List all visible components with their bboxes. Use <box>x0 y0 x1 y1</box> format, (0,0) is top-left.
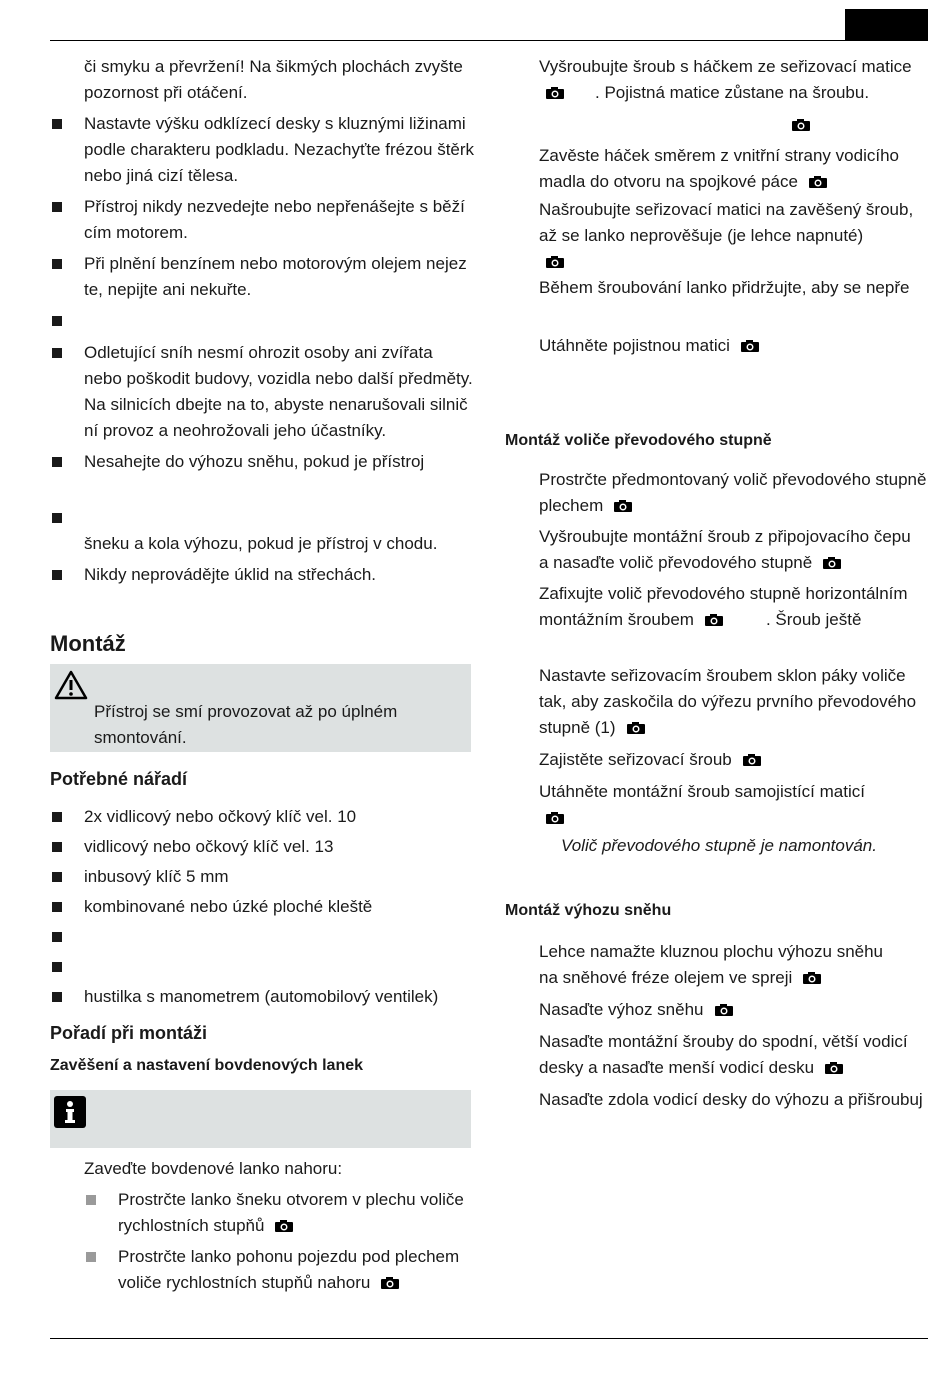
step-paragraph: Utáhněte pojistnou matici <box>505 333 935 359</box>
list-item: Při plnění benzínem nebo motorovým olejem nejez te, nepijte ani nekuřte. <box>50 251 475 303</box>
camera-icon <box>824 1061 844 1075</box>
step-paragraph: Nasaďte zdola vodicí desky do výhozu a přišroubuj <box>539 1090 923 1109</box>
camera-icon <box>714 1003 734 1017</box>
warning-box <box>50 664 471 752</box>
camera-icon <box>822 556 842 570</box>
text-line: či smyku a převržení! Na šikmých plochách zvyšte <box>84 57 463 76</box>
list-item: Přístroj nikdy nezvedejte nebo nepřenášejte s běží cím motorem. <box>50 194 475 246</box>
step-paragraph: Vyšroubujte šroub s háčkem ze seřizovací matice . Pojistná matice zůstane na šroubu. <box>539 57 912 102</box>
step-paragraph: Prostrčte předmontovaný volič převodového stupně plechem <box>539 470 927 515</box>
list-item: kombinované nebo úzké ploché kleště <box>50 894 475 920</box>
camera-icon <box>808 175 828 189</box>
continued-paragraph <box>50 54 475 106</box>
list-item <box>50 954 475 980</box>
cables-heading: Zavěšení a nastavení bovdenových lanek <box>50 1057 364 1074</box>
step-paragraph: Zajistěte seřizovací šroub <box>505 747 935 773</box>
step-paragraph: Vyšroubujte montážní šroub z připojovacího čepu a nasaďte volič převodového stupně <box>539 527 911 572</box>
info-box <box>50 1090 471 1148</box>
camera-icon <box>380 1276 400 1290</box>
list-item: šneku a kola výhozu, pokud je přístroj v chodu. <box>50 505 475 557</box>
camera-icon <box>791 118 811 132</box>
right-column <box>505 54 935 1113</box>
step-paragraph: Našroubujte seřizovací matici na zavěšený šroub, až se lanko neprověšuje (je lehce napnuté) <box>505 197 935 275</box>
camera-icon <box>274 1219 294 1233</box>
warning-text: Přístroj se smí provozovat až po úplném smontování. <box>94 702 398 747</box>
list-item: 2x vidlicový nebo očkový klíč vel. 10 <box>50 804 475 830</box>
warning-icon <box>54 670 88 700</box>
chute-heading: Montáž výhozu sněhu <box>505 902 672 919</box>
list-item: Nesahejte do výhozu sněhu, pokud je přístroj <box>50 449 475 475</box>
step-paragraph: Nasaďte výhoz sněhu <box>505 997 935 1023</box>
section-title: Montáž <box>50 631 126 656</box>
footer-rule <box>50 1338 928 1339</box>
camera-icon <box>545 811 565 825</box>
camera-icon <box>742 753 762 767</box>
step-paragraph: Utáhněte montážní šroub samojistící maticí <box>505 779 935 831</box>
camera-icon <box>740 339 760 353</box>
list-item <box>50 308 475 334</box>
list-item: vidlicový nebo očkový klíč vel. 13 <box>50 834 475 860</box>
list-item: inbusový klíč 5 mm <box>50 864 475 890</box>
list-item: Nastavte výšku odklízecí desky s kluznými ližinami podle charakteru podkladu. Nezachyťte frézou štěrk nebo jiná cizí tělesa. <box>50 111 475 189</box>
camera-ref-line <box>505 112 935 138</box>
step-paragraph: Zavěste háček směrem z vnitřní strany vodicího madla do otvoru na spojkové páce <box>539 146 899 191</box>
camera-icon <box>613 499 633 513</box>
sub-list-item: Prostrčte lanko šneku otvorem v plechu voliče rychlostních stupňů <box>50 1187 475 1239</box>
result-text: Volič převodového stupně je namontován. <box>561 836 877 855</box>
page-tab-marker <box>845 9 928 41</box>
tools-heading: Potřebné nářadí <box>50 769 188 789</box>
gear-selector-heading: Montáž voliče převodového stupně <box>505 432 772 449</box>
header-rule <box>50 40 928 41</box>
cable-intro: Zaveďte bovdenové lanko nahoru: <box>84 1159 343 1178</box>
list-item: Odletující sníh nesmí ohrozit osoby ani zvířata nebo poškodit budovy, vozidla nebo další předměty. Na silnicích dbejte na to, abyste nenarušovali silnič ní provoz a neohrožovali jeho účastníky. <box>50 340 475 444</box>
list-item: Nikdy neprovádějte úklid na střechách. <box>50 562 475 588</box>
info-icon <box>54 1096 86 1128</box>
sub-list-item: Prostrčte lanko pohonu pojezdu pod plechem voliče rychlostních stupňů nahoru <box>50 1244 475 1296</box>
camera-icon <box>626 721 646 735</box>
camera-icon <box>704 613 724 627</box>
text-line: pozornost při otáčení. <box>84 83 248 102</box>
left-column <box>50 54 475 1296</box>
camera-icon <box>545 255 565 269</box>
step-paragraph: Nastavte seřizovacím šroubem sklon páky voliče tak, aby zaskočila do výřezu prvního převodového stupně (1) <box>539 666 917 737</box>
list-item <box>50 924 475 950</box>
step-paragraph: Lehce namažte kluznou plochu výhozu sněhu na sněhové fréze olejem ve spreji <box>539 942 884 987</box>
step-paragraph: Zafixujte volič převodového stupně horizontálním montážním šroubem . Šroub ještě <box>539 584 908 629</box>
order-heading: Pořadí při montáži <box>50 1023 208 1043</box>
list-item: hustilka s manometrem (automobilový ventilek) <box>50 984 475 1010</box>
step-paragraph: Během šroubování lanko přidržujte, aby se nepře <box>539 278 910 297</box>
step-paragraph: Nasaďte montážní šrouby do spodní, větší vodicí desky a nasaďte menší vodicí desku <box>539 1032 908 1077</box>
camera-icon <box>802 971 822 985</box>
camera-icon <box>545 86 565 100</box>
